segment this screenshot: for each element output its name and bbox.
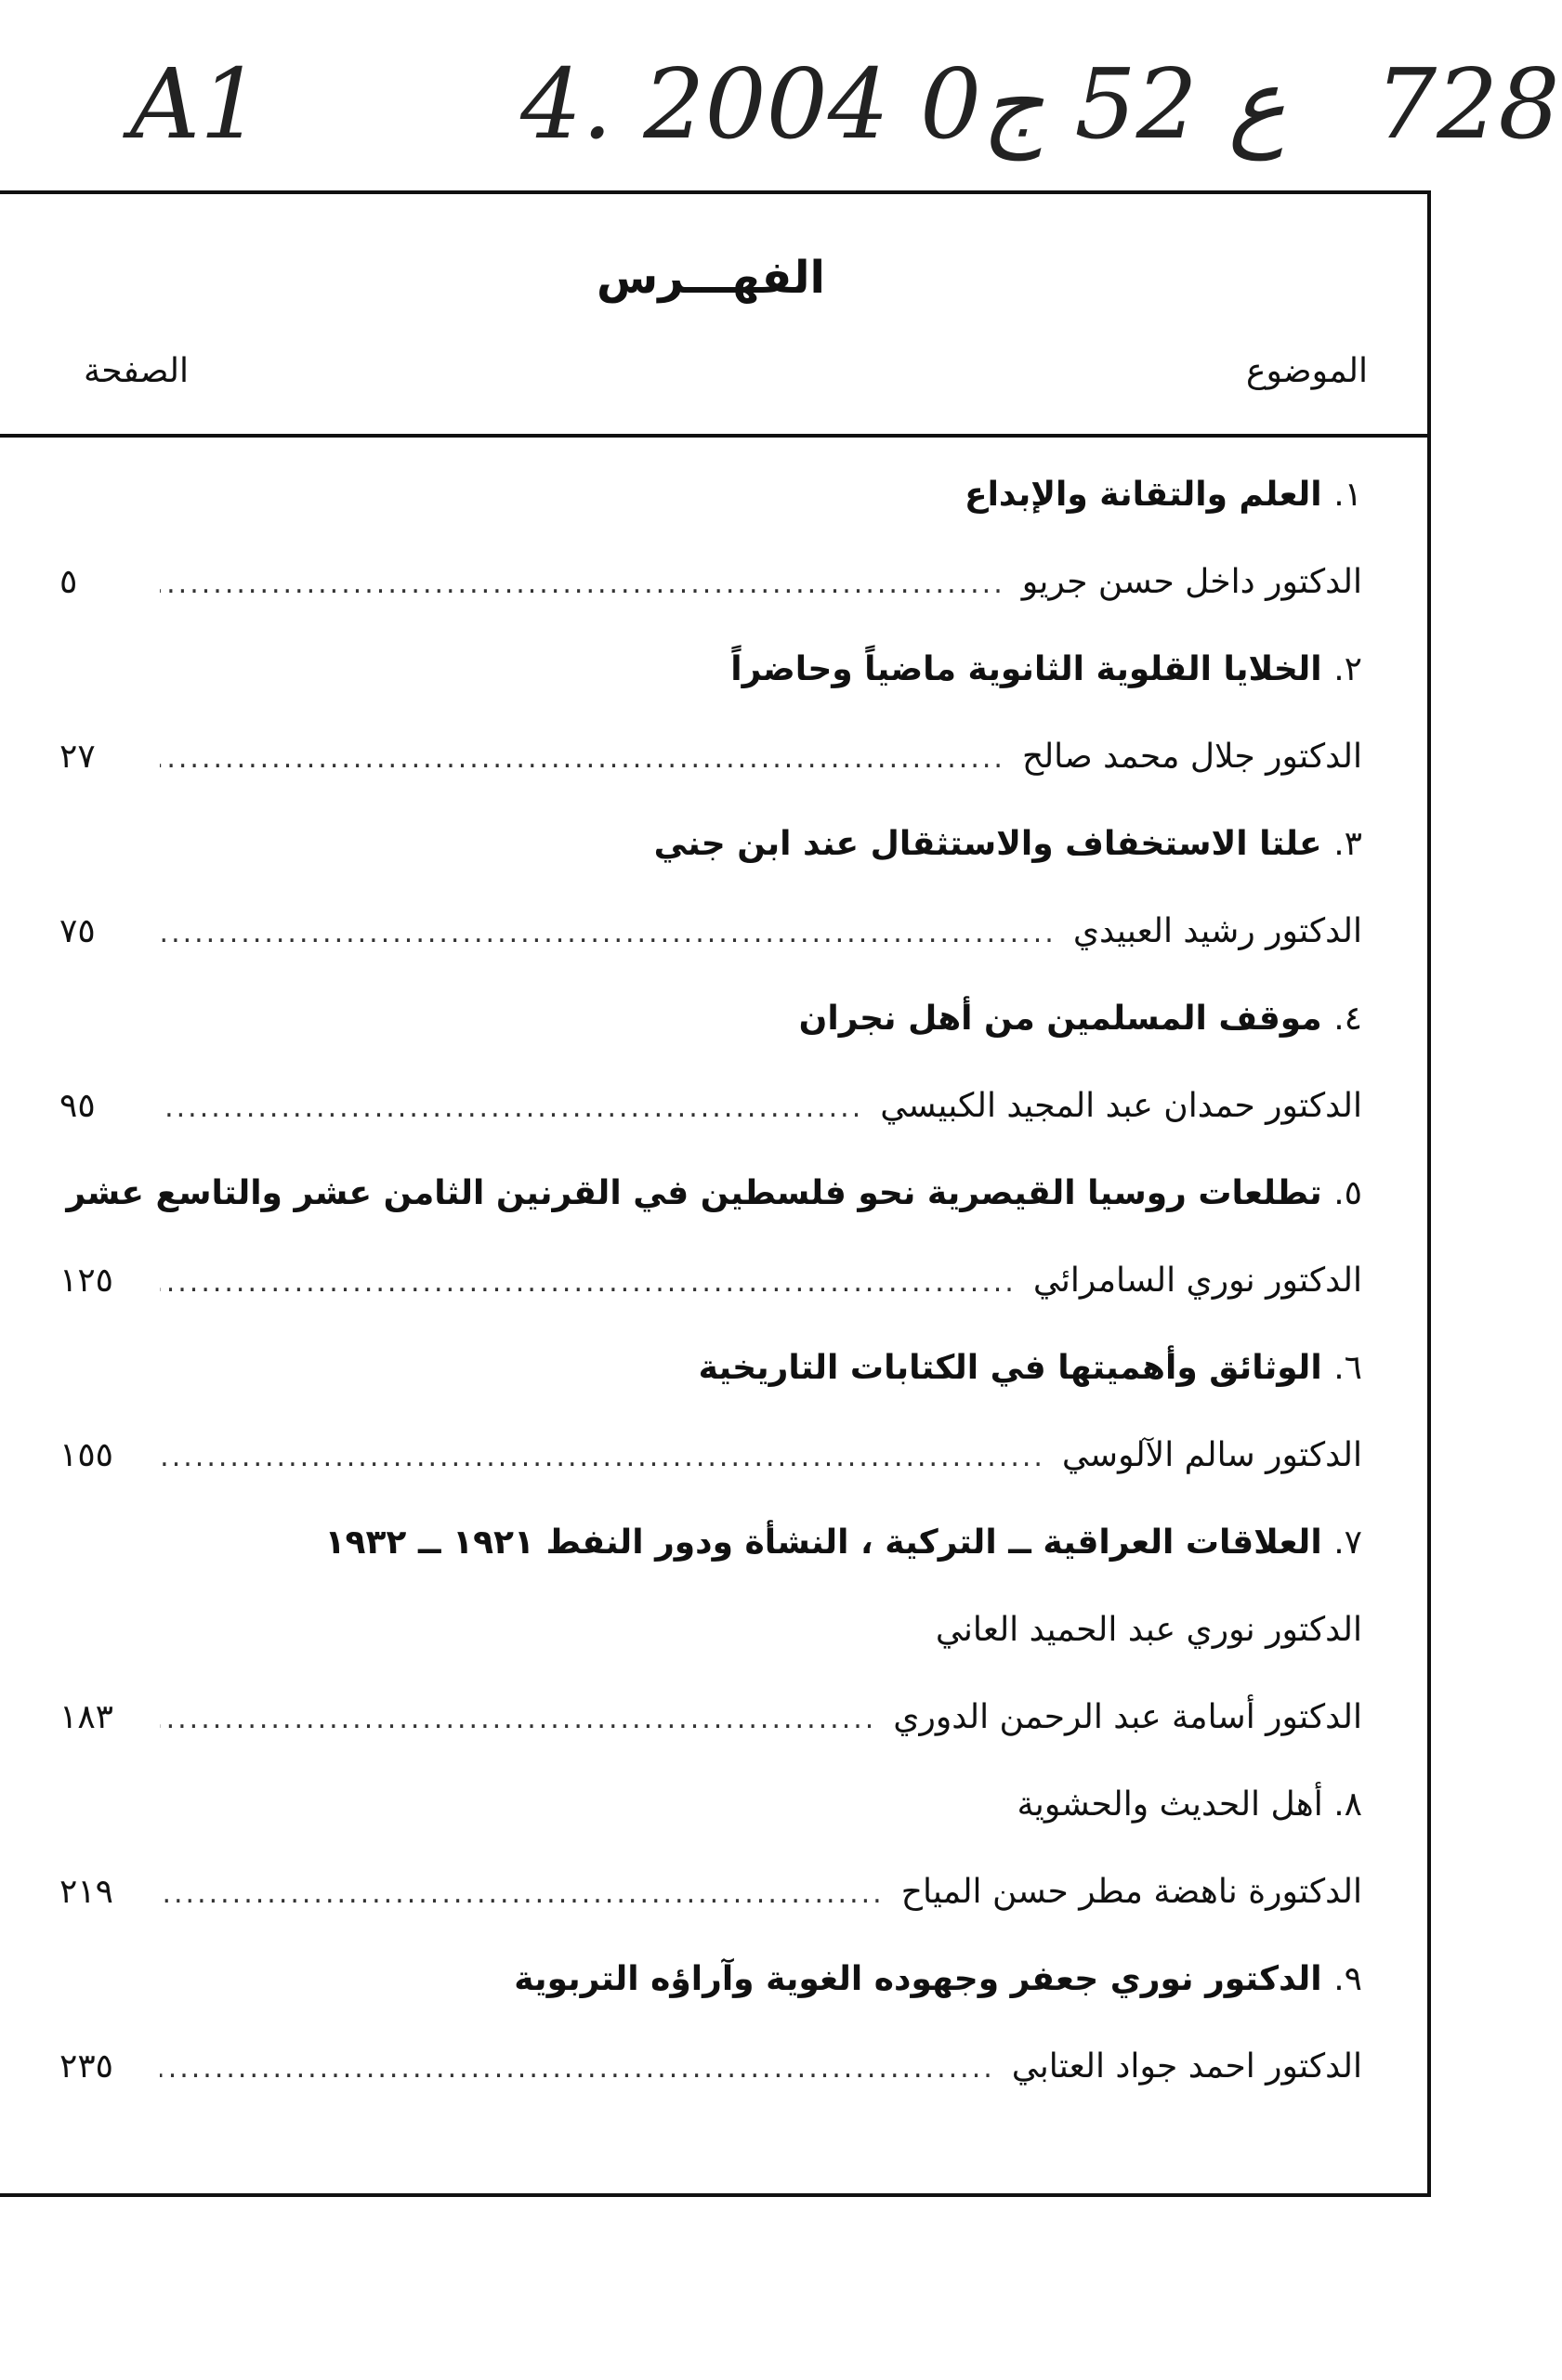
page-number: ٢١٩: [59, 1873, 114, 1911]
toc-author-row: [59, 1698, 1362, 1758]
toc-author-row: [59, 738, 1362, 797]
toc-entry-title: [32, 1349, 1362, 1408]
toc-author-row: [59, 1087, 1362, 1146]
entry-topic: موقف المسلمين من أهل نجران: [798, 1000, 1322, 1038]
dot-leader: [160, 1441, 1045, 1473]
author-name: الدكتور نوري عبد الحميد العاني: [935, 1611, 1362, 1649]
dot-leader: [160, 1703, 876, 1735]
dot-leader: [160, 568, 1005, 600]
toc-entry-title: [32, 476, 1362, 535]
entry-number: ٨.: [1333, 1785, 1362, 1824]
page-title: الفهـــرس: [596, 252, 826, 304]
toc-author-row: [59, 912, 1362, 972]
dot-leader: [160, 2052, 995, 2085]
toc-entry-title: [32, 1785, 1362, 1845]
page-number: ٩٥: [59, 1087, 96, 1125]
table-of-contents: [0, 190, 1431, 2197]
toc-entry-title: [32, 825, 1362, 884]
toc-author-row: [59, 563, 1362, 622]
page-number: ٥: [59, 563, 78, 601]
author-name: الدكتور داخل حسن جريو: [1021, 563, 1362, 601]
entry-topic: العلاقات العراقية ــ التركية ، النشأة ودور النفط ١٩٢١ ــ ١٩٣٢: [324, 1523, 1322, 1562]
header-divider: [0, 434, 1427, 438]
page-number: ١٥٥: [59, 1436, 114, 1474]
page-number: ١٢٥: [59, 1262, 114, 1300]
author-name: الدكتور أسامة عبد الرحمن الدوري: [893, 1698, 1362, 1736]
page-number: ٧٥: [59, 912, 96, 950]
toc-author-row: [59, 1262, 1362, 1321]
author-name: الدكتور حمدان عبد المجيد الكبيسي: [880, 1087, 1362, 1125]
column-header-page: الصفحة: [84, 352, 189, 390]
entry-topic: علتا الاستخفاف والاستثقال عند ابن جني: [653, 825, 1322, 863]
entry-number: ٦.: [1333, 1349, 1362, 1387]
dot-leader: [160, 917, 1057, 949]
entry-topic: الخلايا القلوية الثانوية ماضياً وحاضراً: [730, 650, 1322, 688]
author-name: الدكتورة ناهضة مطر حسن المياح: [900, 1873, 1362, 1911]
toc-author-row: [59, 1873, 1362, 1932]
column-header-topic: الموضوع: [1245, 352, 1368, 390]
toc-author-row: [59, 2047, 1362, 2107]
entry-number: ٤.: [1333, 1000, 1362, 1038]
author-name: الدكتور احمد جواد العتابي: [1011, 2047, 1362, 2086]
handwritten-annotation-middle: 4. ع 52 ج0 2004: [520, 47, 1286, 161]
page-number: ١٨٣: [59, 1698, 114, 1736]
page-number: ٢٧: [59, 738, 96, 776]
entry-number: ٢.: [1333, 650, 1362, 688]
author-name: الدكتور سالم الآلوسي: [1061, 1436, 1362, 1474]
entry-number: ٩.: [1333, 1960, 1362, 1998]
toc-author-row: [59, 1611, 1362, 1670]
entry-number: ١.: [1333, 476, 1362, 514]
toc-entry-title: [32, 1960, 1362, 2020]
author-name: الدكتور جلال محمد صالح: [1021, 738, 1362, 776]
toc-entry-title: [32, 1000, 1362, 1059]
entry-topic: الدكتور نوري جعفر وجهوده الغوية وآراؤه التربوية: [514, 1960, 1322, 1998]
author-name: الدكتور نوري السامرائي: [1032, 1262, 1362, 1300]
toc-entry-title: [32, 1174, 1362, 1234]
page-number: ٢٣٥: [59, 2047, 114, 2086]
dot-leader: [160, 1092, 863, 1124]
author-name: الدكتور رشيد العبيدي: [1072, 912, 1362, 950]
dot-leader: [160, 1266, 1017, 1299]
dot-leader: [160, 1877, 885, 1910]
entry-topic: الوثائق وأهميتها في الكتابات التاريخية: [698, 1349, 1322, 1387]
handwritten-annotation-right: 728: [1375, 47, 1560, 161]
toc-entry-title: [32, 1523, 1362, 1583]
handwritten-annotation-left: A1: [130, 47, 262, 161]
entry-number: ٥.: [1333, 1174, 1362, 1212]
entry-number: ٧.: [1333, 1523, 1362, 1562]
entry-topic: العلم والتقانة والإبداع: [965, 476, 1322, 514]
dot-leader: [160, 742, 1005, 775]
entry-topic: تطلعات روسيا القيصرية نحو فلسطين في القرنين الثامن عشر والتاسع عشر: [66, 1174, 1322, 1212]
entry-topic: أهل الحديث والحشوية: [1017, 1785, 1323, 1824]
toc-entry-title: [32, 650, 1362, 710]
toc-author-row: [59, 1436, 1362, 1496]
entry-number: ٣.: [1333, 825, 1362, 863]
